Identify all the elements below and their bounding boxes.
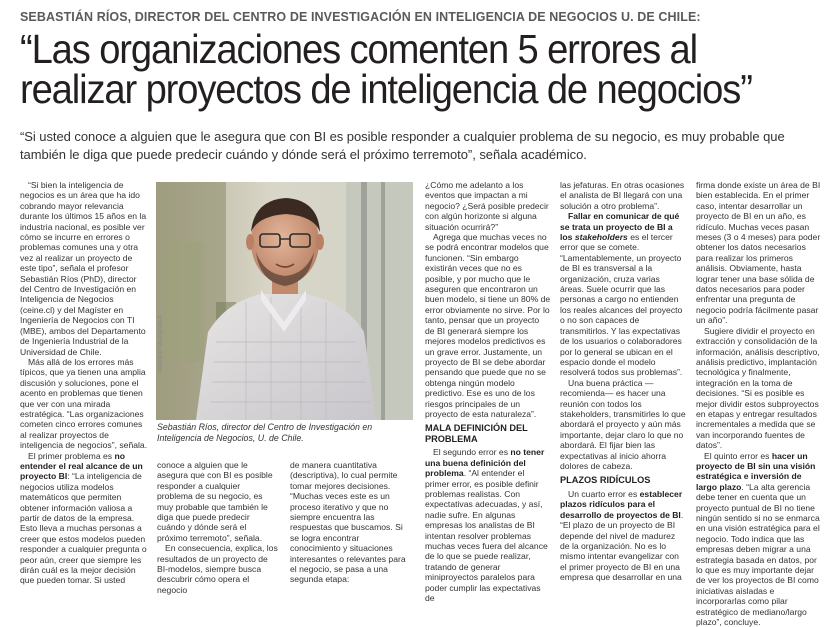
column-3-paragraph-1: ¿Cómo me adelanto a los eventos que impactan a mi negocio? ¿Será posible predecir con algún horizonte si alguna situación ocurrirá?” (425, 180, 549, 232)
portrait-photo (156, 182, 413, 420)
column-4-paragraph-1: las jefaturas. En otras ocasiones el analista de BI llegará con una solución a otro problema”. (560, 180, 685, 211)
column-1-paragraph-3: El primer problema es no entender el real alcance de un proyecto BI: “La inteligencia de negocios utiliza modelos matemáticos que permiten obtener información valiosa a partir de datos de la empresa. Esto lleva a muchas personas a creer que estos modelos pueden responder a cualquier pregunta o peor aún, creer que siempre les dirán cuál es la mejor decisión que pueden tomar. Si usted (20, 450, 147, 586)
second-error-highlight: no tener una buena definición del problema (425, 447, 545, 479)
portrait-illustration (156, 182, 413, 420)
column-4-paragraph-3: Una buena práctica —recomienda— es hacer una reunión con todos los stakeholders, transmitirles lo que abordará el proyecto y aún más importante, dejar claro lo que no abordará. El fijar bien las expectativas al inicio ahorra dolores de cabeza. (560, 377, 686, 471)
article-kicker: SEBASTIÁN RÍOS, DIRECTOR DEL CENTRO DE INVESTIGACIÓN EN INTELIGENCIA DE NEGOCIOS U. DE CHILE: (20, 10, 701, 24)
column-2-paragraph-2: En consecuencia, explica, los resultados de un proyecto de BI-modelos, siempre busca descubrir cómo opera el negocio (157, 543, 278, 595)
subhead-mala-definicion: MALA DEFINICIÓN DEL PROBLEMA (425, 423, 528, 444)
column-3-paragraph-3: El segundo error es no tener una buena definición del problema. “Al entender el primer error, es posible definir problemas realistas. Con expectativas adecuadas, y así, nadie sufre. En algunas empresas los analistas de BI intentan resolver problemas muchas veces fuera del alcance de lo que se puede realizar, tratando de generar miniproyectos paralelos para poder cumplir las expectativas de (425, 447, 548, 604)
photo-credit: PATRICIO VALENZUELA (158, 315, 164, 372)
column-2b (290, 460, 411, 585)
column-2-paragraph-1: conoce a alguien que le asegura que con BI es posible responder a cualquier problema de su negocio, es muy probable que también le diga que puede predecir cuándo y dónde será el próximo terremoto”, señala. (157, 460, 273, 543)
column-2b-paragraph-1: de manera cuantitativa (descriptiva), lo cual permite tomar mejores decisiones. “Muchas veces este es un proceso iterativo y que no siempre encuentra las respuestas que buscamos. Si se logra encontrar conocimiento y situaciones interesantes o relevantes para el negocio, se pasa a una segunda etapa: (290, 460, 406, 585)
column-4-paragraph-4: Un cuarto error es establecer plazos ridículos para el desarrollo de proyectos de BI. “El plazo de un proyecto de BI depende del nivel de madurez de la organización. No es lo mismo intentar evangelizar con el primer proyecto de BI en una empresa que desarrollar en una (560, 488, 684, 583)
article-headline (20, 26, 773, 112)
first-error-highlight: no entender el real alcance de un proyecto BI (20, 450, 143, 482)
column-3 (425, 180, 551, 603)
third-error-highlight: Fallar en comunicar de qué se trata un proyecto de BI a los stakeholders (560, 211, 680, 243)
column-5-paragraph-2: Sugiere dividir el proyecto en extracción y consolidación de la información, análisis descriptivo, análisis predictivo, implantación tecnológica y finalmente, integración en la toma de decisiones. “Si es posible es mejor dividir estos subproyectos en etapas y entregar resultados incrementales a medida que se van incorporando fuentes de datos”. (696, 325, 820, 451)
headline-line-1: “Las organizaciones comenten 5 errores al (20, 26, 697, 72)
column-1-paragraph-1: “Si bien la inteligencia de negocios es un área que ha ido cobrando mayor relevancia durante los últimos 15 años en la industria nacional, es posible ver cómo se incurre en errores o problemas comunes una y otra vez al realizar un proyecto de este tipo”, señala el profesor Sebastián Ríos (PhD), director del Centro de Investigación en Inteligencia de Negocios (ceine.cl) y del Magíster en Ingeniería de Negocios con TI (MBE), ambos del Departamento de Ingeniería Industrial de la Universidad de Chile. (20, 180, 147, 357)
subhead-plazos-ridiculos: PLAZOS RIDÍCULOS (560, 475, 651, 486)
column-4 (560, 180, 686, 583)
article-deck: “Si usted conoce a alguien que le asegura que con BI es posible responder a cualquier problema de su negocio, es muy probable que también le diga que puede predecir cuándo y dónde será el próximo terremoto”, señala académico. (20, 129, 785, 162)
fourth-error-highlight: establecer plazos ridículos para el desarrollo de proyectos de BI (560, 488, 683, 520)
photo-caption: Sebastián Ríos, director del Centro de Investigación en Inteligencia de Negocios, U. de Chile. (157, 422, 373, 443)
column-5-paragraph-3: El quinto error es hacer un proyecto de BI sin una visión estratégica e inversión de largo plazo. “La alta gerencia debe tener en cuenta que un proyecto puntual de BI no tiene ningún sentido si no se enmarca en una visión estratégica para el negocio. Todo indica que las empresas deben migrar a una estrategia basada en datos, por lo que es muy importante dejar de ver los proyectos de BI como iniciativas aisladas e incorporarlas como pilar estratégico de mediano/largo plazo”, concluye. (696, 450, 820, 627)
headline-line-2: realizar proyectos de inteligencia de negocios” (20, 66, 752, 112)
column-1 (20, 180, 150, 586)
column-2 (157, 460, 278, 595)
column-5 (696, 180, 822, 627)
column-1-paragraph-2: Más allá de los errores más típicos, que ya tienen una amplia discusión y soluciones, pone el acento en problemas que tienen que ver con una mirada estratégica. “Las organizaciones cometen cinco errores comunes al realizar proyectos de inteligencia de negocios”, señala. (20, 356, 148, 451)
fifth-error-highlight: hacer un proyecto de BI sin una visión estratégica e inversión de largo plazo (696, 450, 816, 492)
column-5-paragraph-1: firma donde existe un área de BI bien establecida. En el primer caso, intentar desarrollar un proyecto de BI en un año, es ridículo. Muchas veces pasan meses (3 o 4 meses) para poder obtener los datos necesarios para realizar los primeros análisis. Obviamente, hasta lograr tener una base sólida de datos necesarios para poder enfrentar una pregunta de negocio podría fácilmente pasar un año”. (696, 180, 821, 326)
column-3-paragraph-2: Agrega que muchas veces no se podrá encontrar modelos que funcionen. “Sin embargo existirán veces que no es posible, y por mucho que le aseguren que encontraron un buen modelo, si tiene un 80% de error obviamente no sirve. Por lo tanto, pensar que un proyecto de BI generará siempre los mejores modelos predictivos es un grave error. Justamente, un proyecto de BI se debe abordar pensando que puede que no se obtenga ningún modelo predictivo. Ese es uno de los riesgos principales de un proyecto de esta naturaleza”. (425, 232, 551, 419)
column-4-paragraph-2: Fallar en comunicar de qué se trata un proyecto de BI a los stakeholders es el tercer error que se comete. “Lamentablemente, un proyecto de BI es transversal a la organización, cruza varias áreas. Suele ocurrir que las personas a cargo no entienden los reales alcances del proyecto o no son capaces de transmitirlos. Y las expectativas de los usuarios o colaboradores por lo general se ubican en el espacio donde el modelo resolverá todos sus problemas”. (560, 211, 683, 378)
